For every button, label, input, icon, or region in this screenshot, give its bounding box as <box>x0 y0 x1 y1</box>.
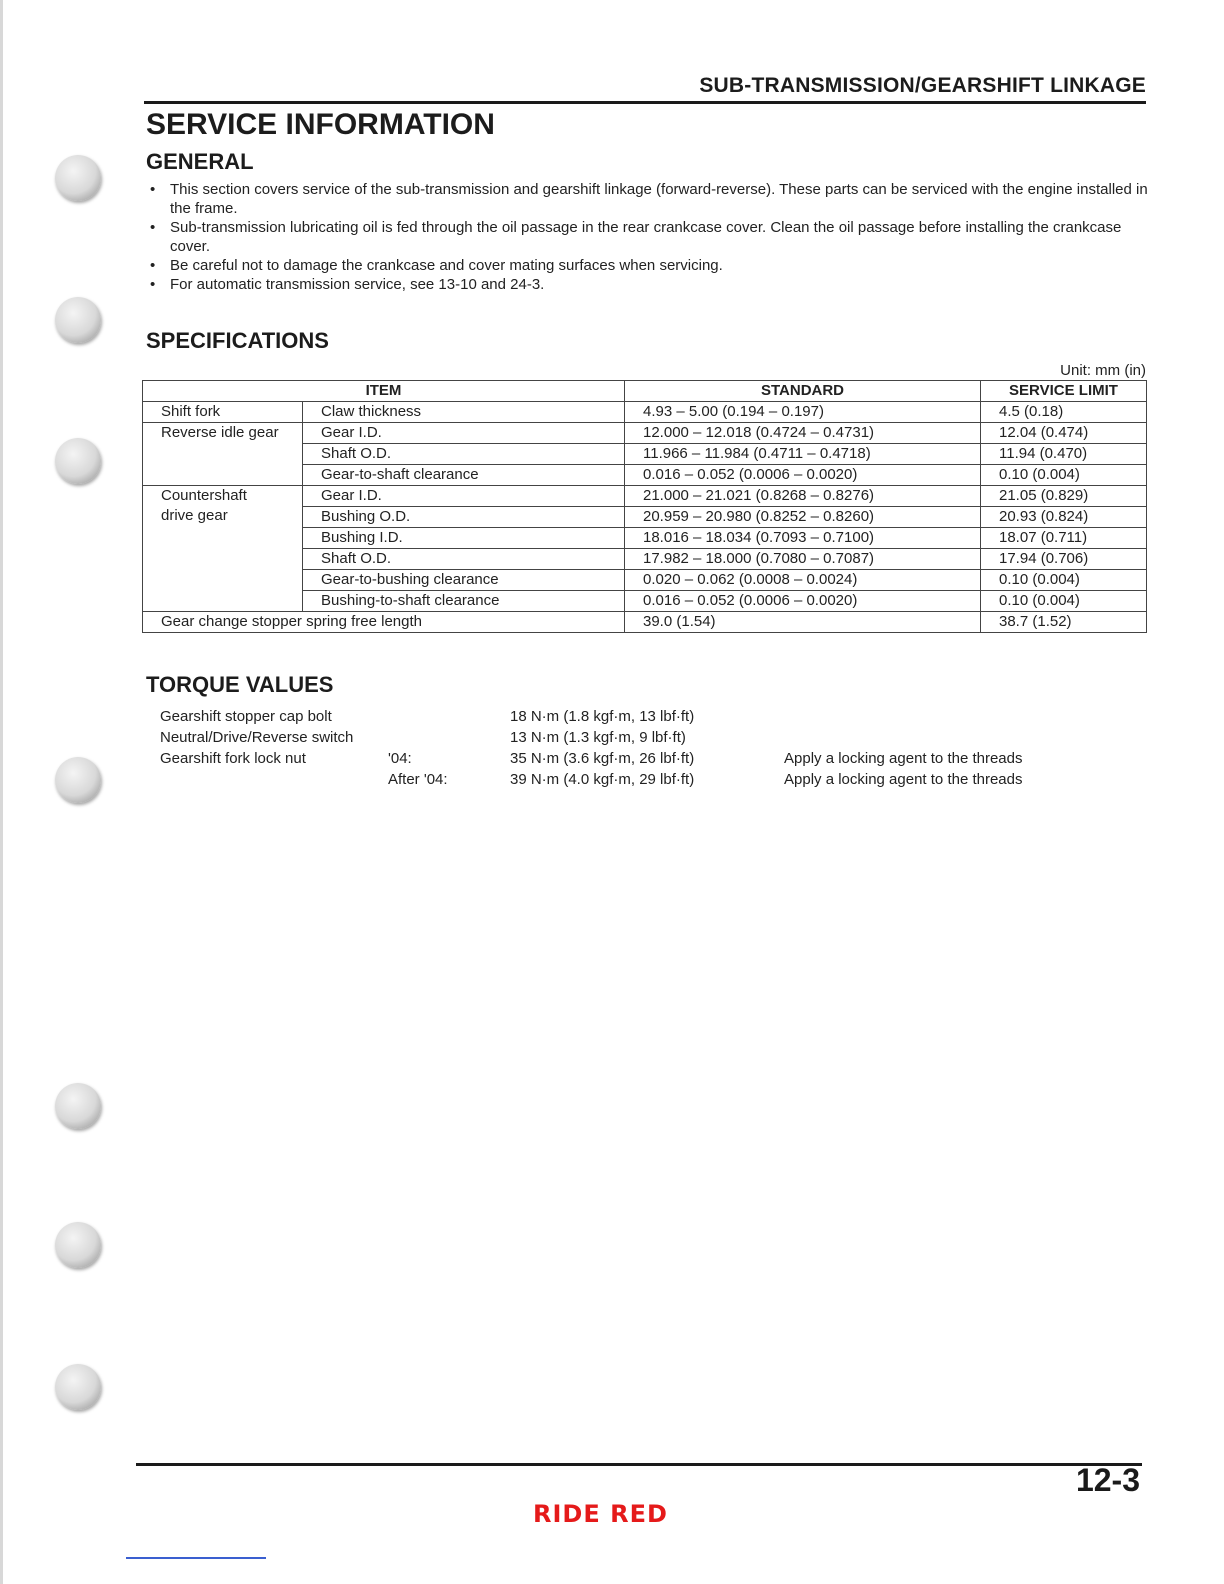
binder-hole <box>55 155 101 201</box>
standard-cell: 20.959 – 20.980 (0.8252 – 0.8260) <box>625 507 981 528</box>
item-cell: Gear-to-shaft clearance <box>303 465 625 486</box>
bullet-item: • For automatic transmission service, see 13-10 and 24-3. <box>148 275 1152 294</box>
standard-cell: 0.016 – 0.052 (0.0006 – 0.0020) <box>625 465 981 486</box>
group-label: Reverse idle gear <box>143 423 303 486</box>
ride-red-logo: RIDE RED <box>533 1500 668 1528</box>
specifications-heading: SPECIFICATIONS <box>146 328 329 353</box>
torque-heading: TORQUE VALUES <box>146 672 334 697</box>
limit-cell: 21.05 (0.829) <box>981 486 1147 507</box>
binder-hole <box>55 297 101 343</box>
limit-cell: 20.93 (0.824) <box>981 507 1147 528</box>
table-header-row <box>143 381 1147 402</box>
item-cell: Claw thickness <box>303 402 625 423</box>
footer-link-underline[interactable] <box>126 1557 266 1559</box>
torque-note: Apply a locking agent to the threads <box>784 771 1023 788</box>
item-cell: Gear I.D. <box>303 486 625 507</box>
page-title: SERVICE INFORMATION <box>146 108 495 141</box>
table-row <box>143 402 1147 423</box>
item-cell: Gear I.D. <box>303 423 625 444</box>
standard-cell: 12.000 – 12.018 (0.4724 – 0.4731) <box>625 423 981 444</box>
torque-row <box>160 729 1120 750</box>
torque-model: '04: <box>388 750 412 767</box>
page-edge <box>0 0 3 1584</box>
torque-row <box>160 708 1120 729</box>
standard-cell: 0.016 – 0.052 (0.0006 – 0.0020) <box>625 591 981 612</box>
item-cell: Bushing I.D. <box>303 528 625 549</box>
standard-cell: 0.020 – 0.062 (0.0008 – 0.0024) <box>625 570 981 591</box>
section-title: SUB-TRANSMISSION/GEARSHIFT LINKAGE <box>699 74 1146 97</box>
binder-hole <box>55 757 101 803</box>
standard-cell: 18.016 – 18.034 (0.7093 – 0.7100) <box>625 528 981 549</box>
column-header-item: ITEM <box>143 381 625 402</box>
limit-cell: 38.7 (1.52) <box>981 612 1147 633</box>
standard-cell: 39.0 (1.54) <box>625 612 981 633</box>
torque-note: Apply a locking agent to the threads <box>784 750 1023 767</box>
group-label: Countershaft drive gear <box>143 486 303 612</box>
group-label: Gear change stopper spring free length <box>143 612 625 633</box>
torque-value: 13 N·m (1.3 kgf·m, 9 lbf·ft) <box>510 729 686 746</box>
binder-hole <box>55 1222 101 1268</box>
limit-cell: 4.5 (0.18) <box>981 402 1147 423</box>
limit-cell: 12.04 (0.474) <box>981 423 1147 444</box>
bullet-item: • Be careful not to damage the crankcase and cover mating surfaces when servicing. <box>148 256 1152 275</box>
torque-value: 39 N·m (4.0 kgf·m, 29 lbf·ft) <box>510 771 695 788</box>
item-cell: Bushing O.D. <box>303 507 625 528</box>
limit-cell: 18.07 (0.711) <box>981 528 1147 549</box>
table-row <box>143 612 1147 633</box>
limit-cell: 0.10 (0.004) <box>981 591 1147 612</box>
item-cell: Bushing-to-shaft clearance <box>303 591 625 612</box>
column-header-limit: SERVICE LIMIT <box>981 381 1147 402</box>
standard-cell: 21.000 – 21.021 (0.8268 – 0.8276) <box>625 486 981 507</box>
general-heading: GENERAL <box>146 149 254 174</box>
limit-cell: 11.94 (0.470) <box>981 444 1147 465</box>
torque-item: Gearshift stopper cap bolt <box>160 708 332 725</box>
torque-item: Gearshift fork lock nut <box>160 750 306 767</box>
limit-cell: 17.94 (0.706) <box>981 549 1147 570</box>
specifications-table <box>142 380 1147 633</box>
torque-item: Neutral/Drive/Reverse switch <box>160 729 354 746</box>
footer-divider <box>136 1463 1142 1466</box>
limit-cell: 0.10 (0.004) <box>981 465 1147 486</box>
table-row <box>143 423 1147 444</box>
standard-cell: 11.966 – 11.984 (0.4711 – 0.4718) <box>625 444 981 465</box>
torque-values-list <box>160 708 1120 792</box>
item-cell: Shaft O.D. <box>303 549 625 570</box>
table-row <box>143 486 1147 507</box>
general-bullet-list <box>148 180 1152 294</box>
page-number: 12-3 <box>1075 1462 1140 1498</box>
torque-model: After '04: <box>388 771 448 788</box>
group-label: Shift fork <box>143 402 303 423</box>
binder-hole <box>55 1083 101 1129</box>
binder-hole <box>55 438 101 484</box>
torque-value: 35 N·m (3.6 kgf·m, 26 lbf·ft) <box>510 750 695 767</box>
standard-cell: 4.93 – 5.00 (0.194 – 0.197) <box>625 402 981 423</box>
item-cell: Gear-to-bushing clearance <box>303 570 625 591</box>
torque-value: 18 N·m (1.8 kgf·m, 13 lbf·ft) <box>510 708 695 725</box>
header-divider <box>144 101 1146 104</box>
limit-cell: 0.10 (0.004) <box>981 570 1147 591</box>
bullet-item: • This section covers service of the sub-transmission and gearshift linkage (forward-reverse). These parts can be serviced with the engine installed in the frame. <box>148 180 1152 218</box>
unit-note: Unit: mm (in) <box>1060 362 1146 379</box>
torque-row <box>160 750 1120 771</box>
standard-cell: 17.982 – 18.000 (0.7080 – 0.7087) <box>625 549 981 570</box>
binder-hole <box>55 1364 101 1410</box>
torque-row <box>160 771 1120 792</box>
item-cell: Shaft O.D. <box>303 444 625 465</box>
column-header-standard: STANDARD <box>625 381 981 402</box>
bullet-item: • Sub-transmission lubricating oil is fed through the oil passage in the rear crankcase cover. Clean the oil passage before installing the crankcase cover. <box>148 218 1152 256</box>
